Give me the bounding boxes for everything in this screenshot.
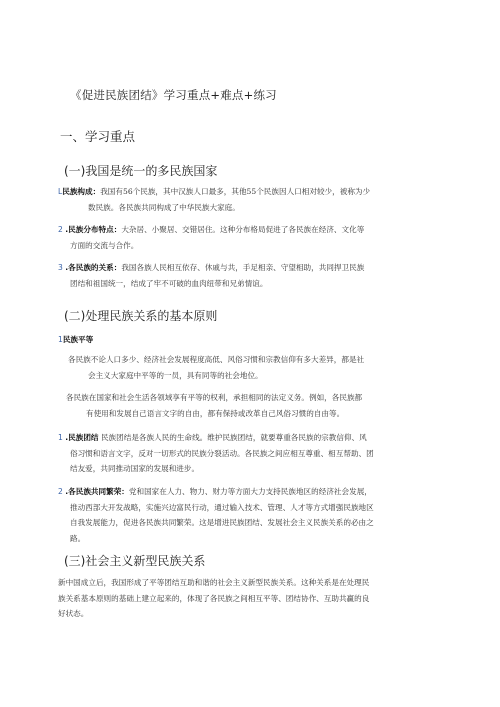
paragraph [66, 390, 486, 421]
list-item [58, 260, 478, 291]
paragraph-line: 族关系基本原则的基础上建立起来的，体现了各民族之间相互平等、团结协作、互助共赢的良 [58, 593, 370, 603]
paragraph [58, 575, 478, 622]
list-item-header [58, 332, 93, 348]
item-text: 民族团结是各族人民的生命线。维护民族团结，就要尊重各民族的宗教信仰、风 [100, 433, 367, 442]
item-label: 民族平等 [62, 335, 94, 344]
item-label: .民族团结 [65, 433, 99, 442]
item-text: 我国有56个民族，其中汉族人口最多，其他55个民族因人口相对较少，被称为少 [100, 187, 371, 196]
paragraph-line: 好状态。 [58, 609, 89, 618]
item-text-continued: 数民族。各民族共同构成了中华民族大家庭。 [88, 202, 240, 212]
list-item [58, 184, 478, 215]
subsection-heading-3: (三)社会主义新型民族关系 [64, 554, 206, 568]
item-text-continued: 推动西部大开发战略，实施兴边富民行动，通过输入技术、管理、人才等方式增强民族地区 [70, 502, 374, 512]
item-label: 民族构成： [62, 187, 101, 196]
item-marker: 3 [58, 263, 63, 272]
item-marker: 2 [58, 487, 63, 496]
item-text: 党和国家在人力、物力、财力等方面大力支持民族地区的经济社会发展， [128, 487, 372, 496]
item-label: .各民族共同繁荣： [65, 487, 129, 496]
list-item [58, 484, 478, 546]
section-heading-key-points: 一、学习重点 [60, 129, 136, 144]
item-marker: 2 [58, 225, 63, 234]
item-text-continued: 俗习惯和语言文字，反对一切形式的民族分裂活动。各民族之间应相互尊重、相互帮助、团 [70, 448, 374, 458]
paragraph-line: 各民族不论人口多少、经济社会发展程度高低、风俗习惯和宗教信仰有多大差异，都是社 [68, 355, 365, 364]
item-text-continued: 团结和祖国统一，结成了牢不可破的血肉纽带和兄弟情谊。 [70, 278, 268, 288]
item-marker: 1 [58, 335, 63, 344]
list-item [58, 430, 478, 477]
item-label: .各民族的关系： [65, 263, 122, 272]
item-label: .民族分布特点： [65, 225, 122, 234]
paragraph-line: 新中国成立后，我国形成了平等团结互助和谐的社会主义新型民族关系。这种关系是在处理民 [58, 578, 370, 587]
paragraph-line: 有使用和发展自己语言文字的自由，都有保持或改革自己风俗习惯的自由等。 [86, 408, 345, 418]
paragraph-line: 各民族在国家和社会生活各领域享有平等的权利，承担相同的法定义务。例如，各民族都 [66, 393, 363, 402]
subsection-heading-2: (二)处理民族关系的基本原则 [64, 309, 218, 323]
item-text-continued: 路。 [70, 533, 86, 543]
item-text-continued: 方面的交流与合作。 [70, 240, 139, 250]
item-text: 大杂居、小聚居、交错居住。这种分布格局促进了各民族在经济、文化等 [121, 225, 365, 234]
item-text-continued: 结友爱，共同推动国家的发展和进步。 [70, 464, 200, 473]
subsection-heading-1: (一)我国是统一的多民族国家 [64, 164, 218, 178]
item-marker: 1 [58, 433, 63, 442]
paragraph-line: 会主义大家庭中平等的一员，具有同等的社会地位。 [88, 370, 263, 380]
item-marker: L [58, 187, 63, 196]
paragraph [66, 352, 486, 383]
document-title: 《促进民族团结》学习重点+难点+练习 [70, 88, 277, 102]
item-text-continued: 自我发展能力，促进各民族共同繁荣。这是增进民族团结、发展社会主义民族关系的必由之 [70, 518, 374, 527]
list-item [58, 222, 478, 253]
item-text: 我国各族人民相互依存、休戚与共，手足相亲、守望相助，共同捍卫民族 [121, 263, 365, 272]
